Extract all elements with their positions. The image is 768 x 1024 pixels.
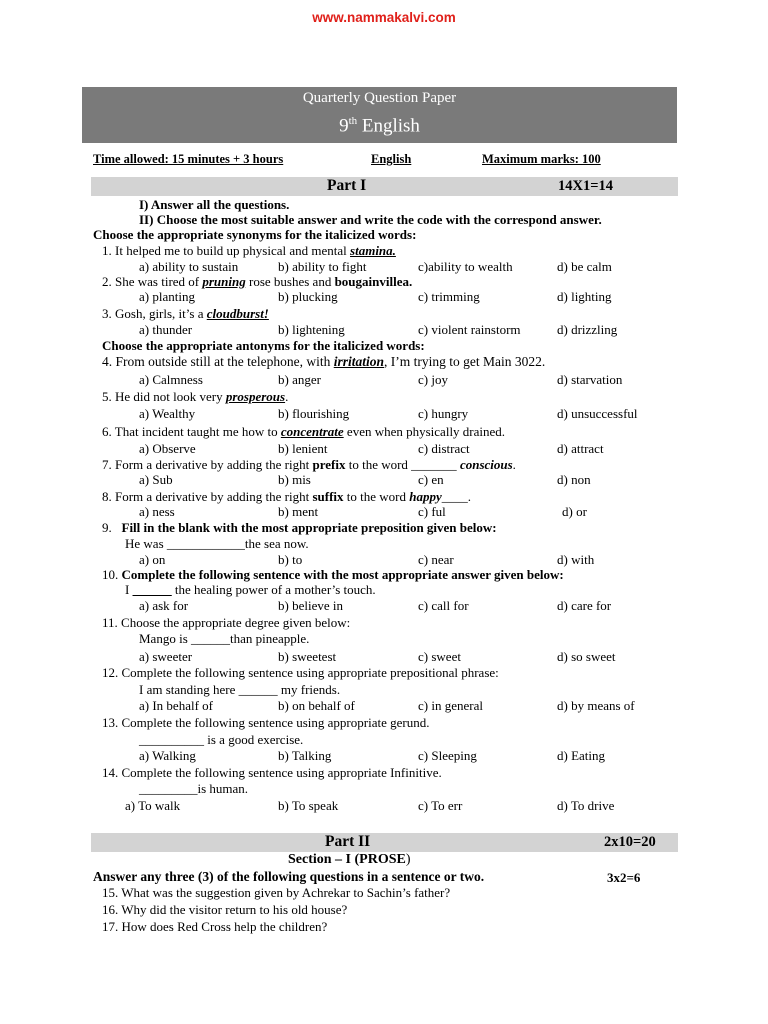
q12-option-c: c) in general: [418, 698, 483, 713]
q10-text: Complete the following sentence with the most appropriate answer given below:: [121, 567, 564, 582]
q6-option-b: b) lenient: [278, 441, 328, 456]
question-15: 15. What was the suggestion given by Achrekar to Sachin’s father?: [102, 885, 451, 900]
q7-target: conscious: [459, 457, 513, 472]
q9-number: 9.: [102, 520, 112, 535]
question-17: 17. How does Red Cross help the children?: [102, 919, 328, 934]
q2-option-a: a) planting: [139, 289, 195, 304]
part2-bar: [91, 833, 678, 852]
q4-option-a: a) Calmness: [139, 372, 203, 387]
q5-word: prosperous: [225, 389, 286, 404]
q12-option-d: d) by means of: [557, 698, 635, 713]
question-16: 16. Why did the visitor return to his old house?: [102, 902, 348, 917]
q11-option-b: b) sweetest: [278, 649, 337, 664]
question-10: [102, 567, 564, 583]
section-title-paren: ): [405, 852, 411, 867]
q6-text-end: even when physically drained.: [343, 424, 506, 439]
q7-text: 7. Form a derivative by adding the right: [102, 457, 313, 472]
question-7: [102, 457, 516, 473]
instruction-1: I) Answer all the questions.: [139, 197, 290, 212]
q3-option-d: d) drizzling: [557, 322, 618, 337]
q5-option-b: b) flourishing: [278, 406, 350, 421]
q13-sentence: __________ is a good exercise.: [139, 732, 304, 747]
q7-option-c: c) en: [418, 472, 444, 487]
site-url: www.nammakalvi.com: [312, 10, 456, 25]
q10-option-d: d) care for: [557, 598, 612, 613]
instruction-2: II) Choose the most suitable answer and write the code with the correspond answer.: [139, 212, 602, 227]
q13-option-c: c) Sleeping: [418, 748, 477, 763]
q6-word: concentrate: [280, 424, 344, 439]
q4-option-d: d) starvation: [557, 372, 623, 387]
q11-sentence: Mango is ______than pineapple.: [139, 631, 310, 646]
q14-option-a: a) To walk: [125, 798, 181, 813]
q13-option-d: d) Eating: [557, 748, 606, 763]
q9-option-d: d) with: [557, 552, 595, 567]
q11-option-d: d) so sweet: [557, 649, 616, 664]
q7-option-d: d) non: [557, 472, 591, 487]
q11-option-a: a) sweeter: [139, 649, 193, 664]
q9-option-b: b) to: [278, 552, 303, 567]
q9-option-a: a) on: [139, 552, 166, 567]
q5-text: 5. He did not look very: [102, 389, 226, 404]
q7-text-end: .: [512, 457, 516, 472]
q2-word: pruning: [202, 274, 246, 289]
q14-option-d: d) To drive: [557, 798, 615, 813]
max-marks: Maximum marks: 100: [482, 152, 601, 166]
question-12: 12. Complete the following sentence using appropriate prepositional phrase:: [102, 665, 499, 680]
q1-option-d: d) be calm: [557, 259, 612, 274]
q3-option-b: b) lightening: [278, 322, 345, 337]
q6-text: 6. That incident taught me how to: [102, 424, 281, 439]
q6-option-c: c) distract: [418, 441, 470, 456]
q8-text-mid: to the word: [343, 489, 410, 504]
q12-sentence: I am standing here ______ my friends.: [139, 682, 341, 697]
question-4: [102, 354, 545, 370]
q10-sentence: [125, 582, 376, 598]
q8-option-a: a) ness: [139, 504, 175, 519]
paper-title: Quarterly Question Paper: [302, 90, 457, 106]
question-6: [102, 424, 505, 440]
q8-word: suffix: [312, 489, 344, 504]
q10-sentence-end: the healing power of a mother’s touch.: [171, 582, 376, 597]
time-allowed: Time allowed: 15 minutes + 3 hours: [93, 152, 284, 166]
question-9: [102, 520, 497, 536]
question-2: [102, 274, 412, 290]
part1-title: Part I: [327, 177, 367, 194]
section-title: [288, 852, 411, 868]
q6-option-a: a) Observe: [139, 441, 196, 456]
q1-word: stamina.: [350, 243, 396, 258]
q8-option-d: d) or: [562, 504, 587, 519]
q7-option-b: b) mis: [278, 472, 311, 487]
q1-option-b: b) ability to fight: [278, 259, 367, 274]
q8-target: happy: [409, 489, 442, 504]
q2-text-mid: rose bushes and: [245, 274, 335, 289]
q5-option-a: a) Wealthy: [139, 406, 196, 421]
q10-option-b: b) believe in: [278, 598, 343, 613]
q4-text: 4. From outside still at the telephone, with: [102, 354, 334, 369]
q10-option-a: a) ask for: [139, 598, 189, 613]
q9-text: Fill in the blank with the most appropriate preposition given below:: [121, 520, 497, 535]
question-5: [102, 389, 288, 405]
q10-blank: ______: [132, 582, 172, 597]
q13-option-b: b) Talking: [278, 748, 332, 763]
antonym-heading: Choose the appropriate antonyms for the italicized words:: [102, 338, 425, 353]
part2-marks: 2x10=20: [604, 834, 656, 850]
class-subject: [82, 115, 677, 137]
q7-text-mid: to the word _______: [345, 457, 460, 472]
q2-option-b: b) plucking: [278, 289, 338, 304]
q8-text: 8. Form a derivative by adding the right: [102, 489, 313, 504]
question-13: 13. Complete the following sentence using appropriate gerund.: [102, 715, 430, 730]
q1-option-c: c)ability to wealth: [418, 259, 513, 274]
synonym-heading: Choose the appropriate synonyms for the italicized words:: [93, 227, 417, 242]
q8-text-end: ____.: [441, 489, 472, 504]
q1-option-a: a) ability to sustain: [139, 259, 239, 274]
q14-option-b: b) To speak: [278, 798, 339, 813]
class-number: 9: [339, 115, 349, 137]
question-11: 11. Choose the appropriate degree given below:: [102, 615, 351, 630]
q6-option-d: d) attract: [557, 441, 604, 456]
q10-sentence-start: I: [125, 582, 133, 597]
q2-option-c: c) trimming: [418, 289, 480, 304]
q2-option-d: d) lighting: [557, 289, 612, 304]
part2-instruction: Answer any three (3) of the following questions in a sentence or two.: [93, 869, 485, 884]
q7-option-a: a) Sub: [139, 472, 173, 487]
class-suffix: th: [348, 115, 358, 127]
q12-option-b: b) on behalf of: [278, 698, 355, 713]
q12-option-a: a) In behalf of: [139, 698, 213, 713]
q1-text: 1. It helped me to build up physical and mental: [102, 243, 351, 258]
section-marks: 3x2=6: [607, 870, 641, 885]
q5-option-d: d) unsuccessful: [557, 406, 638, 421]
q5-option-c: c) hungry: [418, 406, 469, 421]
section-title-text: Section – I (PROSE: [288, 852, 406, 867]
part1-marks: 14X1=14: [558, 178, 613, 194]
q4-option-b: b) anger: [278, 372, 321, 387]
q8-option-b: b) ment: [278, 504, 319, 519]
q3-option-a: a) thunder: [139, 322, 193, 337]
q2-text: 2. She was tired of: [102, 274, 203, 289]
q13-option-a: a) Walking: [139, 748, 196, 763]
question-3: [102, 306, 269, 322]
q10-number: 10.: [102, 567, 119, 582]
q9-option-c: c) near: [418, 552, 454, 567]
q8-option-c: c) ful: [418, 504, 446, 519]
q7-word: prefix: [312, 457, 346, 472]
title-banner: [82, 87, 677, 143]
q4-text-end: , I’m trying to get Main 3022.: [384, 354, 546, 369]
q14-sentence: _________is human.: [139, 781, 249, 796]
q2-text-end: bougainvillea.: [334, 274, 413, 289]
question-8: [102, 489, 471, 505]
q5-text-end: .: [285, 389, 289, 404]
q3-word: cloudburst!: [206, 306, 269, 321]
q14-option-c: c) To err: [418, 798, 463, 813]
q3-option-c: c) violent rainstorm: [418, 322, 521, 337]
q10-option-c: c) call for: [418, 598, 469, 613]
subject-label: English: [371, 152, 412, 166]
q4-word: irritation: [333, 354, 385, 369]
question-14: 14. Complete the following sentence using appropriate Infinitive.: [102, 765, 442, 780]
part2-title: Part II: [325, 833, 371, 850]
q9-sentence: He was ____________the sea now.: [125, 536, 309, 551]
q4-option-c: c) joy: [418, 372, 448, 387]
q11-option-c: c) sweet: [418, 649, 461, 664]
question-1: [102, 243, 396, 259]
q3-text: 3. Gosh, girls, it’s a: [102, 306, 207, 321]
subject-name: English: [361, 115, 420, 137]
